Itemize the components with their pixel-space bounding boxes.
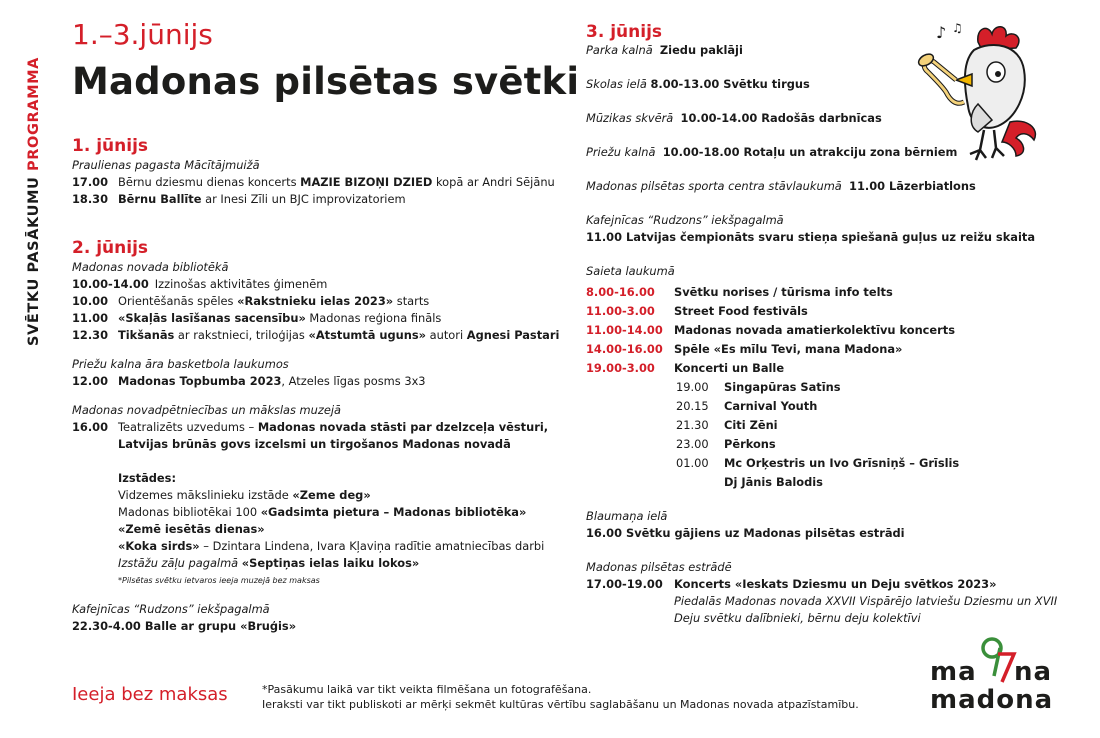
concert-row xyxy=(676,379,1057,396)
event-title: Bērnu Ballīte xyxy=(118,192,202,206)
exhibitions-title: Izstādes: xyxy=(118,471,176,485)
logo-97-graphic xyxy=(930,636,1070,714)
event-text: ar rakstnieci, triloģijas xyxy=(174,328,309,342)
event-row xyxy=(586,341,1057,358)
event-time: 22.30-4.00 xyxy=(72,619,141,633)
day1-section xyxy=(72,136,555,208)
venue: Madonas novadpētniecības un mākslas muzejā xyxy=(72,403,342,417)
event-text: autori xyxy=(426,328,467,342)
event-time: 11.00 xyxy=(72,311,109,325)
event-title: Ziedu paklāji xyxy=(659,43,743,57)
event-row xyxy=(586,303,1057,320)
event-title: Madonas novada stāsti par dzelzceļa vēsturi, xyxy=(257,420,549,434)
event-title: Koncerti un Balle xyxy=(674,361,785,375)
free-entry-label: Ieeja bez maksas xyxy=(72,684,228,705)
event-title: 11.00 Latvijas čempionāts svaru stieņa spiešanā guļus uz reižu skaita xyxy=(586,230,1036,244)
event-row xyxy=(72,618,559,635)
day3-heading: 3. jūnijs xyxy=(586,22,663,42)
event-text: Izzinošas aktivitātes ģimenēm xyxy=(154,277,328,291)
exhibition-title: «Zeme deg» xyxy=(292,488,371,502)
side-label-part1: SVĒTKU PASĀKUMU xyxy=(26,170,42,346)
event-title: Spēle «Es mīlu Tevi, mana Madona» xyxy=(674,342,903,356)
exhibition-title: «Koka sirds» xyxy=(118,539,200,553)
concert-artist: Citi Zēni xyxy=(724,418,778,432)
venue: Saieta laukumā xyxy=(586,264,675,278)
footer-line: *Pasākumu laikā var tikt veikta filmēšana un fotografēšana. xyxy=(262,683,592,696)
page-title: Madonas pilsētas svētki xyxy=(72,60,580,103)
concert-artist: Mc Orķestris un Ivo Grīsniņš – Grīslis xyxy=(724,456,960,470)
concert-artist: Pērkons xyxy=(724,437,776,451)
event-text: Bērnu dziesmu dienas koncerts xyxy=(118,175,301,189)
venue: Kafejnīcas “Rudzons” iekšpagalmā xyxy=(72,602,270,616)
event-text: , Atzeles līgas posms 3x3 xyxy=(281,374,426,388)
exhibition-title: «Zemē iesētās dienas» xyxy=(118,522,265,536)
event-row-cont xyxy=(586,610,1057,627)
event-text: Madonas reģiona fināls xyxy=(305,311,442,325)
event-title: Madonas novada amatierkolektīvu koncerts xyxy=(674,323,955,337)
venue: Madonas pilsētas estrādē xyxy=(586,560,732,574)
event-time: 19.00-3.00 xyxy=(586,361,655,375)
event-row xyxy=(586,284,1057,301)
exhibition-item xyxy=(118,504,559,521)
exhibition-text: Madonas bibliotēkai 100 xyxy=(118,505,261,519)
exhibition-text: – Dzintara Lindena, Ivara Kļaviņa radītie amatniecības darbi xyxy=(199,539,545,553)
event-time: 12.30 xyxy=(72,328,109,342)
day1-heading: 1. jūnijs xyxy=(72,136,149,156)
event-row xyxy=(586,576,1057,593)
event-time: 11.00-14.00 xyxy=(586,323,663,337)
event-row xyxy=(586,360,1057,377)
event-row xyxy=(72,276,559,293)
exhibition-title: «Septiņas ielas laiku lokos» xyxy=(241,556,420,570)
exhibition-item xyxy=(118,487,559,504)
event-title: 10.00-14.00 Radošās darbnīcas xyxy=(680,111,882,125)
concert-row xyxy=(676,417,1057,434)
square-schedule xyxy=(586,284,1057,377)
event-text: Deju svētku dalībnieki, bērnu deju kolektīvi xyxy=(674,611,921,625)
event-row xyxy=(72,373,559,390)
event-row xyxy=(586,178,1057,195)
side-label-part2: PROGRAMMA xyxy=(26,57,42,171)
event-title: 10.00-18.00 Rotaļu un atrakciju zona bērniem xyxy=(662,145,958,159)
event-time: 14.00-16.00 xyxy=(586,342,663,356)
event-title: 16.00 Svētku gājiens uz Madonas pilsētas estrādi xyxy=(586,526,905,540)
event-title: Dj Jānis Balodis xyxy=(724,475,823,489)
event-text: kopā ar Andri Sējānu xyxy=(432,175,555,189)
venue: Priežu kalnā xyxy=(586,145,656,159)
event-title: Street Food festivāls xyxy=(674,304,808,318)
event-title: MAZIE BIZOŅI DZIED xyxy=(300,175,433,189)
event-title: Balle ar grupu «Bruģis» xyxy=(144,619,297,633)
venue: Kafejnīcas “Rudzons” iekšpagalmā xyxy=(586,213,784,227)
venue: Priežu kalna āra basketbola laukumos xyxy=(72,357,289,371)
event-text: Piedalās Madonas novada XXVII Vispārējo latviešu Dziesmu un XVII xyxy=(674,594,1058,608)
event-title: Tikšanās xyxy=(118,328,175,342)
venue: Praulienas pagasta Mācītājmuižā xyxy=(72,158,260,172)
event-row xyxy=(586,322,1057,339)
footer-line: Ieraksti var tikt publiskoti ar mērķi sekmēt kultūras vērtību saglabāšanu un Madonas novada atpazīstamību. xyxy=(262,698,859,711)
exhibition-venue: Izstāžu zāļu pagalmā xyxy=(118,556,242,570)
venue: Blaumaņa ielā xyxy=(586,509,668,523)
logo-word: madona xyxy=(930,685,1054,714)
event-time: 11.00-3.00 xyxy=(586,304,655,318)
svg-text:na: na xyxy=(1014,657,1053,687)
concert-time: 20.15 xyxy=(676,399,709,413)
event-time: 17.00 xyxy=(72,175,109,189)
exhibitions xyxy=(118,470,559,585)
event-row xyxy=(72,191,555,208)
event-title: «Rakstnieku ielas 2023» xyxy=(237,294,394,308)
exhibition-item xyxy=(118,538,559,555)
event-title: Latvijas brūnās govs izcelsmi un tirgošanos Madonas novadā xyxy=(118,437,511,451)
event-title: «Skaļās lasīšanas sacensību» xyxy=(118,311,306,325)
exhibition-item xyxy=(118,555,559,572)
event-row-cont xyxy=(586,593,1057,610)
event-row xyxy=(72,174,555,191)
event-title: 11.00 Lāzerbiatlons xyxy=(849,179,976,193)
concert-artist: Carnival Youth xyxy=(724,399,818,413)
event-time: 16.00 xyxy=(72,420,109,434)
event-title: «Atstumtā uguns» xyxy=(308,328,427,342)
madona-97-logo xyxy=(930,636,1070,714)
svg-text:♪: ♪ xyxy=(936,23,947,42)
exhibition-title: «Gadsimta pietura – Madonas bibliotēka» xyxy=(260,505,527,519)
concert-time: 01.00 xyxy=(676,456,709,470)
venue: Mūzikas skvērā xyxy=(586,111,674,125)
venue: Madonas novada bibliotēkā xyxy=(72,260,229,274)
venue: Parka kalnā xyxy=(586,43,653,57)
event-title: 8.00-13.00 Svētku tirgus xyxy=(650,77,810,91)
concert-time: 21.30 xyxy=(676,418,709,432)
event-title: Svētku norises / tūrisma info telts xyxy=(674,285,893,299)
event-row xyxy=(72,419,559,436)
event-title: Koncerts «Ieskats Dziesmu un Deju svētkos 2023» xyxy=(674,577,997,591)
event-row xyxy=(72,293,559,310)
event-text: starts xyxy=(393,294,430,308)
event-time: 18.30 xyxy=(72,192,109,206)
museum-note: *Pilsētas svētku ietvaros ieeja muzejā bez maksas xyxy=(118,576,320,585)
concert-row xyxy=(676,436,1057,453)
side-label xyxy=(26,57,42,346)
exhibition-item xyxy=(118,521,559,538)
day2-section xyxy=(72,238,559,635)
concert-time: 19.00 xyxy=(676,380,709,394)
svg-text:ma: ma xyxy=(930,657,977,687)
footer-disclaimer xyxy=(262,682,859,712)
concert-row xyxy=(676,398,1057,415)
event-text: Teatralizēts uzvedums – xyxy=(118,420,258,434)
event-time: 10.00 xyxy=(72,294,109,308)
day2-heading: 2. jūnijs xyxy=(72,238,149,258)
event-title: Madonas Topbumba 2023 xyxy=(118,374,282,388)
event-title: Agnesi Pastari xyxy=(466,328,560,342)
event-text: Orientēšanās spēles xyxy=(118,294,238,308)
rooster-saxophone-illustration xyxy=(912,22,1042,170)
event-row xyxy=(72,327,559,344)
event-time: 10.00-14.00 xyxy=(72,277,149,291)
concert-time: 23.00 xyxy=(676,437,709,451)
concert-list xyxy=(676,379,1057,472)
exhibition-text: Vidzemes mākslinieku izstāde xyxy=(118,488,293,502)
event-text: ar Inesi Zīli un BJC improvizatoriem xyxy=(201,192,406,206)
header-date: 1.–3.jūnijs xyxy=(72,18,213,51)
event-row xyxy=(72,310,559,327)
event-row-cont xyxy=(72,436,559,453)
venue: Madonas pilsētas sporta centra stāvlaukumā xyxy=(586,179,842,193)
event-time: 17.00-19.00 xyxy=(586,577,663,591)
event-time: 12.00 xyxy=(72,374,109,388)
svg-text:♫: ♫ xyxy=(952,22,963,35)
event-time: 8.00-16.00 xyxy=(586,285,655,299)
venue: Skolas ielā xyxy=(586,77,647,91)
concert-artist: Singapūras Satīns xyxy=(724,380,841,394)
event-row xyxy=(586,474,1057,491)
concert-row xyxy=(676,455,1057,472)
